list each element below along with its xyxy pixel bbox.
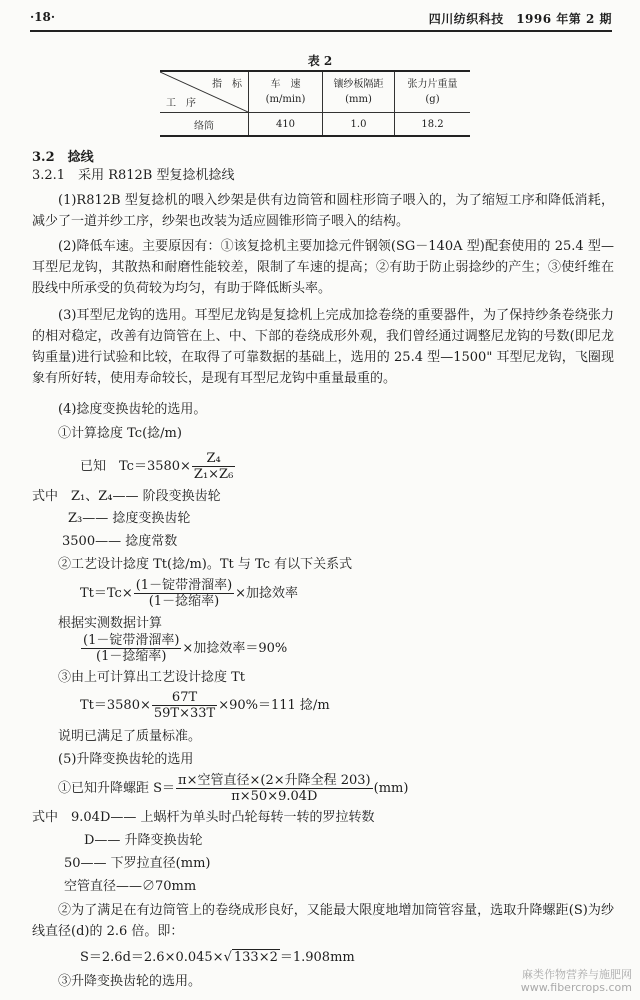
- calc-tc: ①计算捻度 Tc(捻/m): [58, 426, 182, 441]
- item-4: (4)捻度变换齿轮的选用。: [58, 402, 207, 417]
- paragraph-1: (1)R812B 型复捻机的喂入纱架是供有边筒管和圆柱形筒子喂入的，为了缩短工序和降低消耗，减少了一道并纱工序，纱架也改装为适应圆锥形筒子喂入的结构。: [32, 193, 614, 229]
- table-2: [160, 70, 470, 137]
- formula-tt2: Tt＝3580× $\frac{67T}{59T\times 33T}$ ×90%＝111 捻/m: [80, 690, 330, 721]
- calc-tt: ③由上可计算出工艺设计捻度 Tt: [58, 670, 246, 685]
- corner-label-bottom: 工 序: [166, 98, 196, 109]
- cell-speed: 410: [249, 113, 323, 137]
- page-header: [30, 8, 612, 32]
- cell-tension: 18.2: [395, 113, 471, 137]
- page-number: ·18·: [30, 10, 56, 24]
- formula-s: ①已知升降螺距 S＝ $\frac{\text{π×空管直径×(2×升降全程 203)}}{\pi\times 50\times 9.04D}$ (mm): [58, 773, 409, 804]
- formula-eff: $\frac{\text{(1－锭带滑溜率)}}{\text{(1－捻缩率)}}$ ×加捻效率＝90%: [83, 633, 288, 664]
- header-gauge: 镶纱板隔距 (mm): [323, 71, 395, 113]
- fraction-tt2: $\frac{67T}{59T\times 33T}$: [153, 690, 216, 721]
- section-heading-3-2: 3.2 捻线: [32, 150, 94, 165]
- table-corner-cell: [160, 71, 249, 113]
- paragraph-2: (2)降低车速。主要原因有：①该复捻机主要加捻元件钢领(SG－140A 型)配套使用的 25.4 型—耳型尼龙钩，其散热和耐磨性能较差，限制了车速的提高；②有助于防止弱捻纱的产生；③使纤维在股线中所承受的负荷较为均匀，有助于降低断头率。: [32, 239, 614, 296]
- measured: 根据实测数据计算: [58, 616, 163, 631]
- paragraph-3: (3)耳型尼龙钩的选用。耳型尼龙钩是复捻机上完成加捻卷绕的重要器件，为了保持纱条卷绕张力的相对稳定，改善有边筒管在上、中、下部的卷绕成形外观，我们曾经通过调整尼龙钩的号数(即尼龙钩重量)进行试验和比较，在取得了可靠数据的基础上，选用的 25.4 型—1500" 耳型尼龙钩，飞圈现象有所好转，使用寿命较长，是现有耳型尼龙钩中重量最重的。: [32, 308, 614, 386]
- where-2: 式中 9.04D—— 上蜗杆为单头时凸轮每转一转的罗拉转数: [32, 810, 375, 825]
- table-row: [160, 113, 470, 137]
- fraction-s: $\frac{\text{π×空管直径×(2×升降全程 203)}}{\pi\times 50\times 9.04D}$: [178, 773, 371, 804]
- cell-process: 络筒: [160, 113, 249, 137]
- header-tension: 张力片重量 (g): [395, 71, 471, 113]
- corner-label-top: 指 标: [212, 79, 242, 90]
- journal-title: 四川纺织科技 1996 年第 2 期: [428, 12, 612, 26]
- paragraph-meet: ②为了满足在有边筒管上的卷绕成形良好，又能最大限度地增加筒管容量，选取升降螺距(S)为纱线直径(d)的 2.6 倍。即：: [32, 903, 614, 939]
- def-50: 50—— 下罗拉直径(mm): [64, 856, 211, 871]
- header-speed: 车 速 (m/min): [249, 71, 323, 113]
- def-z3: Z₃—— 捻度变换齿轮: [68, 511, 191, 526]
- table-header-row: [160, 71, 470, 113]
- def-const: 3500—— 捻度常数: [62, 534, 178, 549]
- table-title: 表 2: [307, 54, 333, 68]
- fraction-tt: $\frac{\text{(1－锭带滑溜率)}}{\text{(1－捻缩率)}}$: [135, 578, 233, 609]
- def-tube: 空管直径——∅70mm: [64, 879, 197, 894]
- where-1: 式中 Z₁、Z₄—— 阶段变换齿轮: [32, 489, 221, 504]
- design-twist: ②工艺设计捻度 Tt(捻/m)。Tt 与 Tc 有以下关系式: [58, 557, 353, 572]
- def-d: D—— 升降变换齿轮: [84, 833, 203, 848]
- subsection-heading-3-2-1: 3.2.1 采用 R812B 型复捻机捻线: [32, 168, 235, 183]
- formula-s-result: S＝2.6d＝2.6×0.045×√ 133×2 ＝1.908mm: [80, 950, 355, 965]
- item-3: ③升降变换齿轮的选用。: [58, 974, 202, 989]
- formula-tt: Tt＝Tc× $\frac{\text{(1－锭带滑溜率)}}{\text{(1－捻缩率)}}$ ×加捻效率: [80, 578, 299, 609]
- formula-tc: 已知 Tc＝3580× $\frac{\text{Z₄}}{\text{Z₁×Z₆}}$: [80, 451, 234, 482]
- watermark: 麻类作物营养与施肥网 www.fibercrops.com: [520, 968, 632, 994]
- item-5: (5)升降变换齿轮的选用: [58, 752, 194, 767]
- fraction-tc: $\frac{\text{Z₄}}{\text{Z₁×Z₆}}$: [193, 451, 234, 482]
- cell-gauge: 1.0: [323, 113, 395, 137]
- quality-ok: 说明已满足了质量标准。: [58, 729, 202, 744]
- fraction-eff: $\frac{\text{(1－锭带滑溜率)}}{\text{(1－捻缩率)}}$: [83, 633, 180, 664]
